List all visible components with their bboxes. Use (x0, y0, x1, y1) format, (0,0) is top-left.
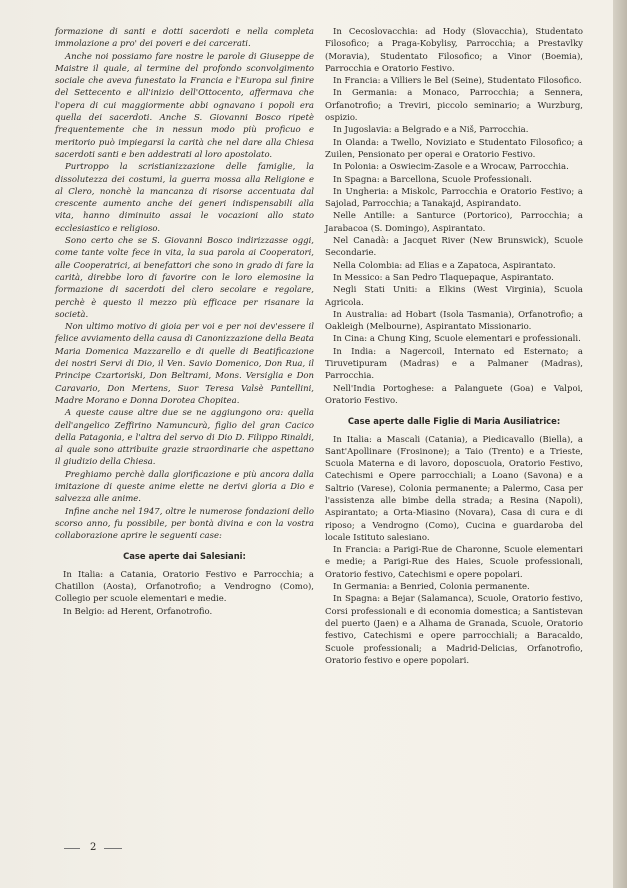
house-entry: In Cina: a Chung King, Scuole elementari e professionali. (333, 334, 581, 345)
house-entry: In Jugoslavia: a Belgrado e a Niš, Parrocchia. (333, 125, 529, 136)
house-entry: In Messico: a San Pedro Tlaquepaque, Aspirantato. (333, 272, 554, 283)
house-entry: In India: a Nagercoil, Internato ed Esternato; a Tiruvetipuram (Madras) e a Palmaner (Madras), Parrocchia. (325, 346, 583, 382)
right-column (325, 26, 583, 667)
house-entry: In Olanda: a Twello, Noviziato e Studentato Filosofico; a Zuilen, Pensionato per operai e Oratorio Festivo. (325, 137, 583, 160)
house-entry: In Cecoslovacchia: ad Hody (Slovacchia), Studentato Filosofico; a Praga-Kobylisy, Parrocchia; a Prestavlky (Moravia), Studentato Filosofico; a Vinor (Boemia), Parrocchia e Oratorio Festivo. (325, 27, 583, 74)
section-heading-figlie: Case aperte dalle Figlie di Maria Ausiliatrice: (347, 416, 561, 427)
house-entry: Nel Canadà: a Jacquet River (New Brunswick), Scuole Secondarie. (325, 236, 583, 259)
paragraph: Sono certo che se S. Giovanni Bosco indirizzasse oggi, come tante volte fece in vita, la sua parola ai Cooperatori, alle Cooperatrici, ai benefattori che sono in grado di fare la carità, direbbe loro di favorire con le loro elemosine la formazione di sacerdoti del clero secolare e regolare, perchè è questo il mezzo più efficace per risanare la società. (55, 236, 314, 320)
section-heading-salesiani: Case aperte dai Salesiani: (123, 551, 246, 562)
house-entry: In Polonia: a Oswiecim-Zasole e a Wrocaw, Parrocchia. (333, 162, 569, 173)
paragraph: Purtroppo la scristianizzazione delle famiglie, la dissolutezza dei costumi, la guerra mossa alla Religione e al Clero, nonchè la mancanza di risorse accentuata dal crescente aumento anche dei generi indispensabili alla vita, hanno diminuito assai le vocazioni allo stato ecclesiastico e religioso. (55, 162, 314, 234)
house-entry: In Germania: a Benried, Colonia permanente. (333, 582, 530, 593)
paragraph: Preghiamo perchè dalla glorificazione e più ancora dalla imitazione di queste anime elette ne derivi gloria a Dio e salvezza alle anime. (55, 469, 314, 505)
house-entry: In Germania: a Monaco, Parrocchia; a Sennera, Orfanotrofio; a Treviri, piccolo seminario; a Wurzburg, ospizio. (325, 88, 583, 124)
paragraph: A queste cause altre due se ne aggiungono ora: quella dell'angelico Zeffirino Namuncurà, figlio del gran Cacico della Patagonia, e l'altra del servo di Dio D. Filippo Rinaldi, al quale sono attribuite grazie straordinarie che aspettano il giudizio della Chiesa. (55, 408, 314, 468)
left-column (55, 26, 314, 618)
house-entry: In Italia: a Mascali (Catania), a Piedicavallo (Biella), a Sant'Apollinare (Frosinone); a Taio (Trento) e a Trieste, Scuola Materna e di lavoro, doposcuola, Oratorio Festivo, Catechismi e Opere parrocchiali; a Loano (Savona) e a Saltrio (Varese), Colonia permanente; a Palermo, Casa per l'assistenza alle bimbe della strada; a Resina (Napoli), Aspirantato; a Orta-Miasino (Novara), Casa di cura e di riposo; a Vendrogno (Como), Cucina e guardaroba del locale Istituto salesiano. (325, 434, 583, 543)
house-entry: Nell'India Portoghese: a Palanguete (Goa) e Valpoi, Oratorio Festivo. (325, 383, 583, 406)
house-entry: Nelle Antille: a Santurce (Portorico), Parrocchia; a Jarabacoa (S. Domingo), Aspirantato. (325, 211, 583, 234)
house-entry: In Francia: a Parigi-Rue de Charonne, Scuole elementari e medie; a Parigi-Rue des Haies, Scuole professionali, Oratorio festivo, Catechismi e opere popolari. (325, 545, 583, 580)
house-entry: In Australia: ad Hobart (Isola Tasmania), Orfanotrofio; a Oakleigh (Melbourne), Aspirantato Missionario. (325, 309, 583, 333)
page-number-dash-right (104, 848, 122, 849)
house-entry: In Italia: a Catania, Oratorio Festivo e Parrocchia; a Chatillon (Aosta), Orfanotrofio; a Vendrogno (Como), Collegio per scuole elementari e medie. (55, 569, 314, 605)
page-number: 2 (90, 842, 97, 853)
page-number-dash-left (64, 848, 80, 849)
house-entry: In Francia: a Villiers le Bel (Seine), Studentato Filosofico. (333, 76, 582, 87)
house-entry: Nella Colombia: ad Elias e a Zapatoca, Aspirantato. (333, 260, 556, 271)
paragraph: Non ultimo motivo di gioia per voi e per noi dev'essere il felice avviamento della causa di Canonizzazione della Beata Maria Domenica Mazzarello e di quelle di Beatificazione dei nostri Servi di Dio, il Ven. Savio Domenico, Don Rua, il Principe Czartoriski, Don Beltrami, Mons. Versiglia e Don Caravario, Don Mertens, Suor Teresa Valsè Pantellini, Madre Morano e Donna Dorotea Chopitea. (55, 322, 314, 406)
house-entry: In Spagna: a Barcellona, Scuole Professionali. (333, 174, 532, 185)
paragraph: Infine anche nel 1947, oltre le numerose fondazioni dello scorso anno, fu possibile, per bontà divina e con la vostra collaborazione aprire le seguenti case: (55, 506, 314, 542)
page-gutter-shadow (613, 0, 627, 888)
paragraph: Anche noi possiamo fare nostre le parole di Giuseppe de Maistre il quale, al termine del profondo sconvolgimento sociale che aveva funestato la Francia e l'Europa sul finire del Settecento e all'inizio dell'Ottocento, affermava che l'opera di cui maggiormente abbi ognavano i popoli era quella dei sacerdoti. Anche S. Giovanni Bosco ripetè frequentemente che in nessun modo più proficuo e meritorio può impiegarsi la carità che nel dare alla Chiesa sacerdoti santi e ben addestrati al loro apostolato. (55, 51, 314, 160)
house-entry: Negli Stati Uniti: a Elkins (West Virginia), Scuola Agricola. (325, 285, 583, 308)
house-entry: In Ungheria: a Miskolc, Parrocchia e Oratorio Festivo; a Sajolad, Parrocchia; a Tanakajd, Aspirandato. (325, 186, 583, 210)
house-entry: In Spagna: a Bejar (Salamanca), Scuole, Oratorio festivo, Corsi professionali e di economia domestica; a Santistevan del puerto (Jaen) e a Alhama de Granada, Scuole, Oratorio festivo, Catechismi e opere parrocchiali; a Baracaldo, Scuole professionali; a Madrid-Delicias, Orfanotrofio, Oratorio festivo e opere popolari. (325, 594, 583, 666)
paragraph: formazione di santi e dotti sacerdoti e nella completa immolazione a pro' dei poveri e dei carcerati. (55, 27, 314, 50)
house-entry: In Belgio: ad Herent, Orfanotrofio. (63, 606, 213, 617)
